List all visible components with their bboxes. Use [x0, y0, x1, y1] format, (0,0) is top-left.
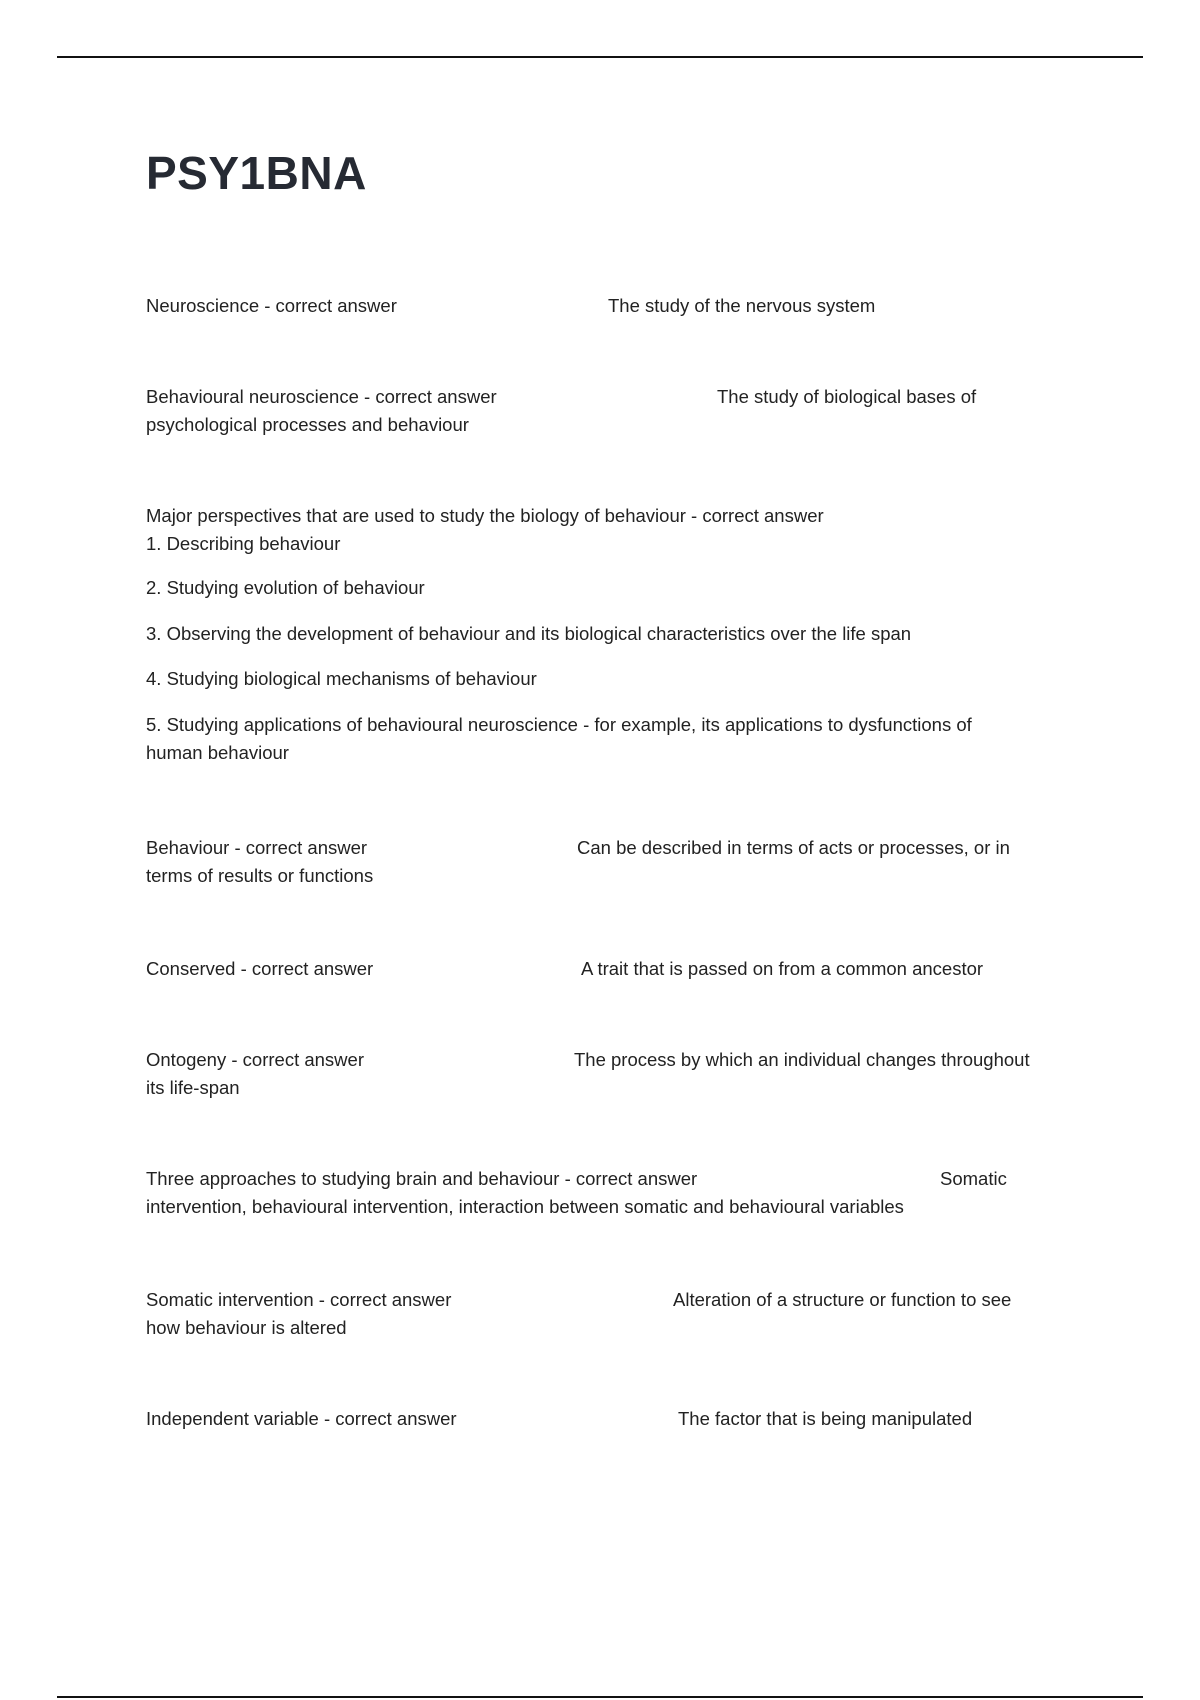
term: Neuroscience - correct answer [146, 295, 397, 316]
flashcard-entry [146, 1286, 1066, 1342]
term: Behavioural neuroscience - correct answer [146, 386, 497, 407]
list-item: human behaviour [146, 742, 289, 763]
list-item: 2. Studying evolution of behaviour [146, 577, 425, 598]
flashcard-entry [146, 1046, 1066, 1102]
definition-continuation: how behaviour is altered [146, 1317, 347, 1338]
definition: Can be described in terms of acts or processes, or in [577, 837, 1010, 858]
flashcard-entry [146, 955, 1066, 983]
definition: A trait that is passed on from a common ancestor [581, 958, 984, 979]
definition-continuation: its life-span [146, 1077, 240, 1098]
definition: The factor that is being manipulated [678, 1408, 973, 1429]
definition: The study of the nervous system [608, 295, 876, 316]
list-item: 3. Observing the development of behaviour and its biological characteristics over the life span [146, 623, 912, 644]
document-title: PSY1BNA [146, 147, 367, 199]
term: Major perspectives that are used to study the biology of behaviour - correct answer [146, 505, 824, 526]
flashcard-entry [146, 383, 1066, 439]
bottom-rule [57, 1696, 1143, 1698]
term: Independent variable - correct answer [146, 1408, 457, 1429]
list-item: 1. Describing behaviour [146, 533, 341, 554]
term: Somatic intervention - correct answer [146, 1289, 452, 1310]
flashcard-entry [146, 292, 1066, 320]
flashcard-entry [146, 502, 1066, 767]
definition: The process by which an individual changes throughout [574, 1049, 1030, 1070]
perspectives-list [146, 530, 1066, 767]
list-item: 5. Studying applications of behavioural neuroscience - for example, its applications to dysfunctions of [146, 714, 972, 735]
definition: Somatic [940, 1168, 1007, 1189]
term: Ontogeny - correct answer [146, 1049, 364, 1070]
definition-continuation: psychological processes and behaviour [146, 414, 469, 435]
flashcard-entry [146, 834, 1066, 890]
term: Behaviour - correct answer [146, 837, 368, 858]
definition-continuation: intervention, behavioural intervention, interaction between somatic and behavioural variables [146, 1196, 904, 1217]
term: Conserved - correct answer [146, 958, 374, 979]
term: Three approaches to studying brain and behaviour - correct answer [146, 1168, 698, 1189]
flashcard-entry [146, 1165, 1066, 1221]
definition: The study of biological bases of [717, 386, 977, 407]
list-item: 4. Studying biological mechanisms of behaviour [146, 668, 537, 689]
top-rule [57, 56, 1143, 58]
flashcard-entry [146, 1405, 1066, 1433]
definition: Alteration of a structure or function to see [673, 1289, 1012, 1310]
definition-continuation: terms of results or functions [146, 865, 374, 886]
